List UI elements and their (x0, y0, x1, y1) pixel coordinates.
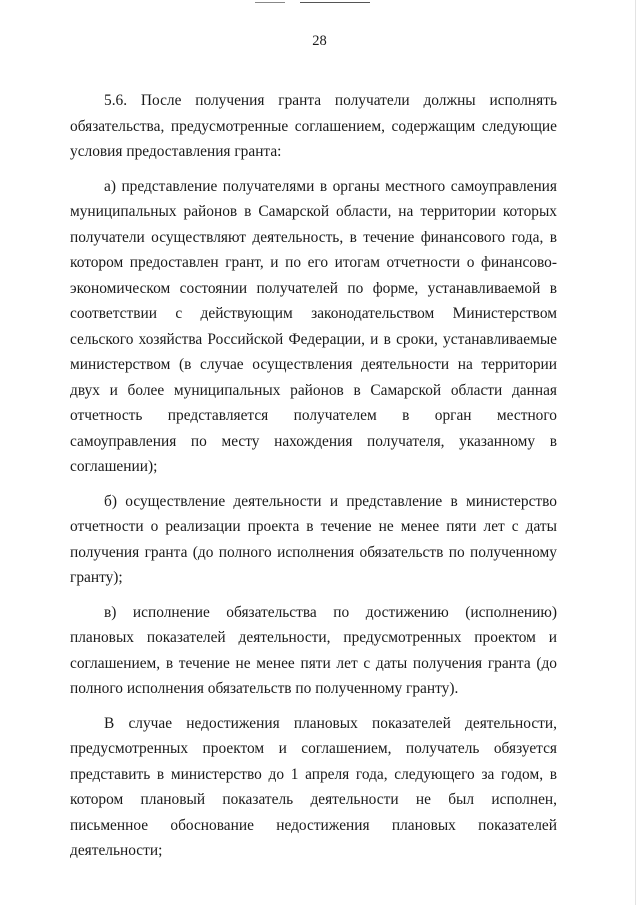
scan-edge-mark (300, 2, 370, 3)
page-number: 28 (312, 33, 327, 49)
paragraph-non-achievement: В случае недостижения плановых показателей деятельности, предусмотренных проектом и соглашением, получатель обязуется представить в министерство до 1 апреля года, следующего за годом, в котором плановый показатель деятельности не был исполнен, письменное обоснование недостижения плановых показателей деятельности; (70, 714, 557, 859)
paragraph-item-b: б) осуществление деятельности и представление в министерство отчетности о реализации проекта в течение не менее пяти лет с даты получения гранта (до полного исполнения обязательств по полученному гранту); (70, 492, 557, 586)
scan-edge-line (635, 0, 636, 905)
paragraph-item-a: а) представление получателями в органы местного самоуправления муниципальных районов в Самарской области, на территории которых получатели осуществляют деятельность, в течение финансового года, в котором предоставлен грант, и по его итогам отчетности о финансово-экономическом состоянии получателей по форме, устанавливаемой в соответствии с действующим законодательством Министерством сельского хозяйства Российской Федерации, и в сроки, устанавливаемые министерством (в случае осуществления деятельности на территории двух и более муниципальных районов в Самарской области данная отчетность представляется получателем в орган местного самоуправления по месту нахождения получателя, указанному в соглашении); (70, 177, 557, 475)
scan-edge-mark (255, 2, 285, 3)
paragraph-item-v: в) исполнение обязательства по достижению (исполнению) плановых показателей деятельности, предусмотренных проектом и соглашением, в течение не менее пяти лет с даты получения гранта (до полного исполнения обязательств по полученному гранту). (70, 603, 557, 697)
document-body (70, 88, 557, 864)
paragraph-5-6: 5.6. После получения гранта получатели должны исполнять обязательства, предусмотренные соглашением, содержащим следующие условия предоставления гранта: (70, 92, 557, 160)
